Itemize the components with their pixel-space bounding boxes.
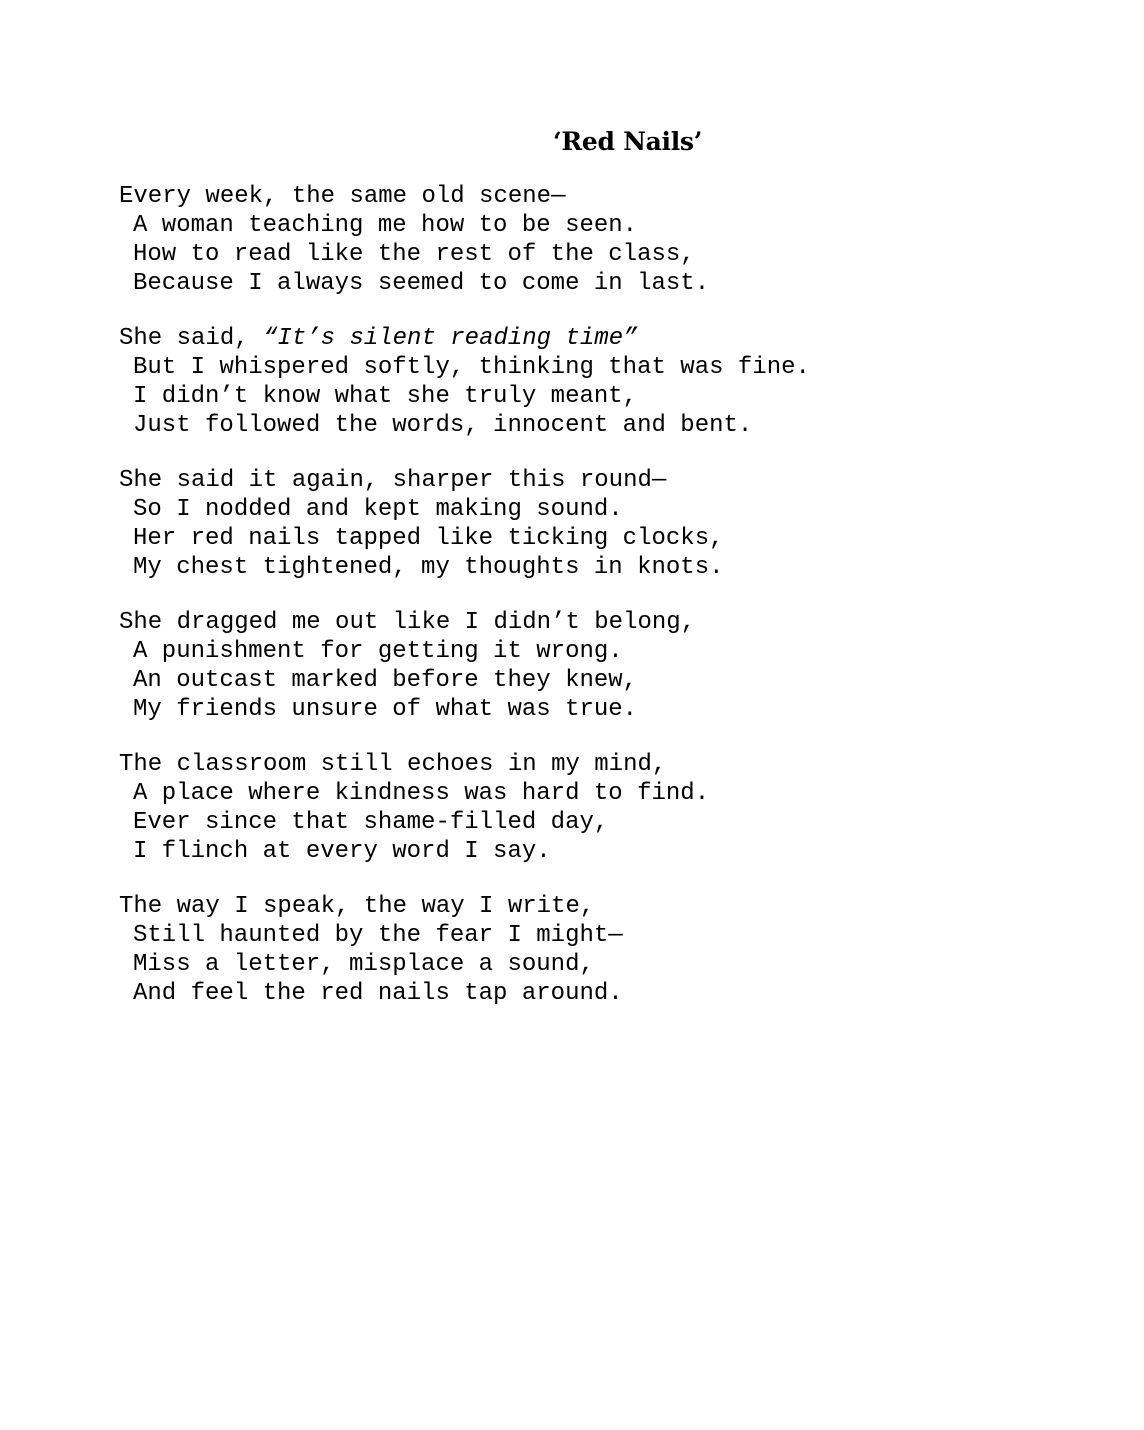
poem-line-prefix: She said, xyxy=(119,325,264,352)
poem-line: How to read like the rest of the class, xyxy=(133,241,695,268)
poem-line: Miss a letter, misplace a sound, xyxy=(133,951,594,978)
poem-line: A woman teaching me how to be seen. xyxy=(133,212,638,239)
poem-line: My friends unsure of what was true. xyxy=(133,696,638,723)
poem-line-quote: “It’s silent reading time” xyxy=(263,325,638,352)
poem-body xyxy=(119,182,1019,1034)
poem-line: Ever since that shame-filled day, xyxy=(133,809,609,836)
poem-line xyxy=(119,324,1019,353)
stanza-1 xyxy=(119,182,1019,298)
poem-line: Every week, the same old scene— xyxy=(119,183,566,210)
stanza-3 xyxy=(119,466,1019,582)
poem-line: Her red nails tapped like ticking clocks, xyxy=(133,525,724,552)
poem-line: Because I always seemed to come in last. xyxy=(133,270,710,297)
poem-line: The classroom still echoes in my mind, xyxy=(119,751,667,778)
poem-line: I flinch at every word I say. xyxy=(133,838,551,865)
poem-line: She dragged me out like I didn’t belong, xyxy=(119,609,696,636)
poem-line: My chest tightened, my thoughts in knots. xyxy=(133,554,724,581)
poem-line: She said it again, sharper this round— xyxy=(119,467,667,494)
poem-line: A place where kindness was hard to find. xyxy=(133,780,710,807)
poem-line: But I whispered softly, thinking that was fine. xyxy=(133,354,810,381)
poem-title: ‘Red Nails’ xyxy=(553,127,703,156)
poem-line: An outcast marked before they knew, xyxy=(133,667,638,694)
poem-line: The way I speak, the way I write, xyxy=(119,893,595,920)
stanza-5 xyxy=(119,750,1019,866)
poem-line: And feel the red nails tap around. xyxy=(133,980,623,1007)
poem-line: I didn’t know what she truly meant, xyxy=(133,383,638,410)
poem-line: Still haunted by the fear I might— xyxy=(133,922,623,949)
stanza-6 xyxy=(119,892,1019,1008)
poem-line: A punishment for getting it wrong. xyxy=(133,638,623,665)
poem-line: So I nodded and kept making sound. xyxy=(133,496,623,523)
poem-line: Just followed the words, innocent and bent. xyxy=(133,412,753,439)
stanza-2 xyxy=(119,324,1019,440)
stanza-4 xyxy=(119,608,1019,724)
